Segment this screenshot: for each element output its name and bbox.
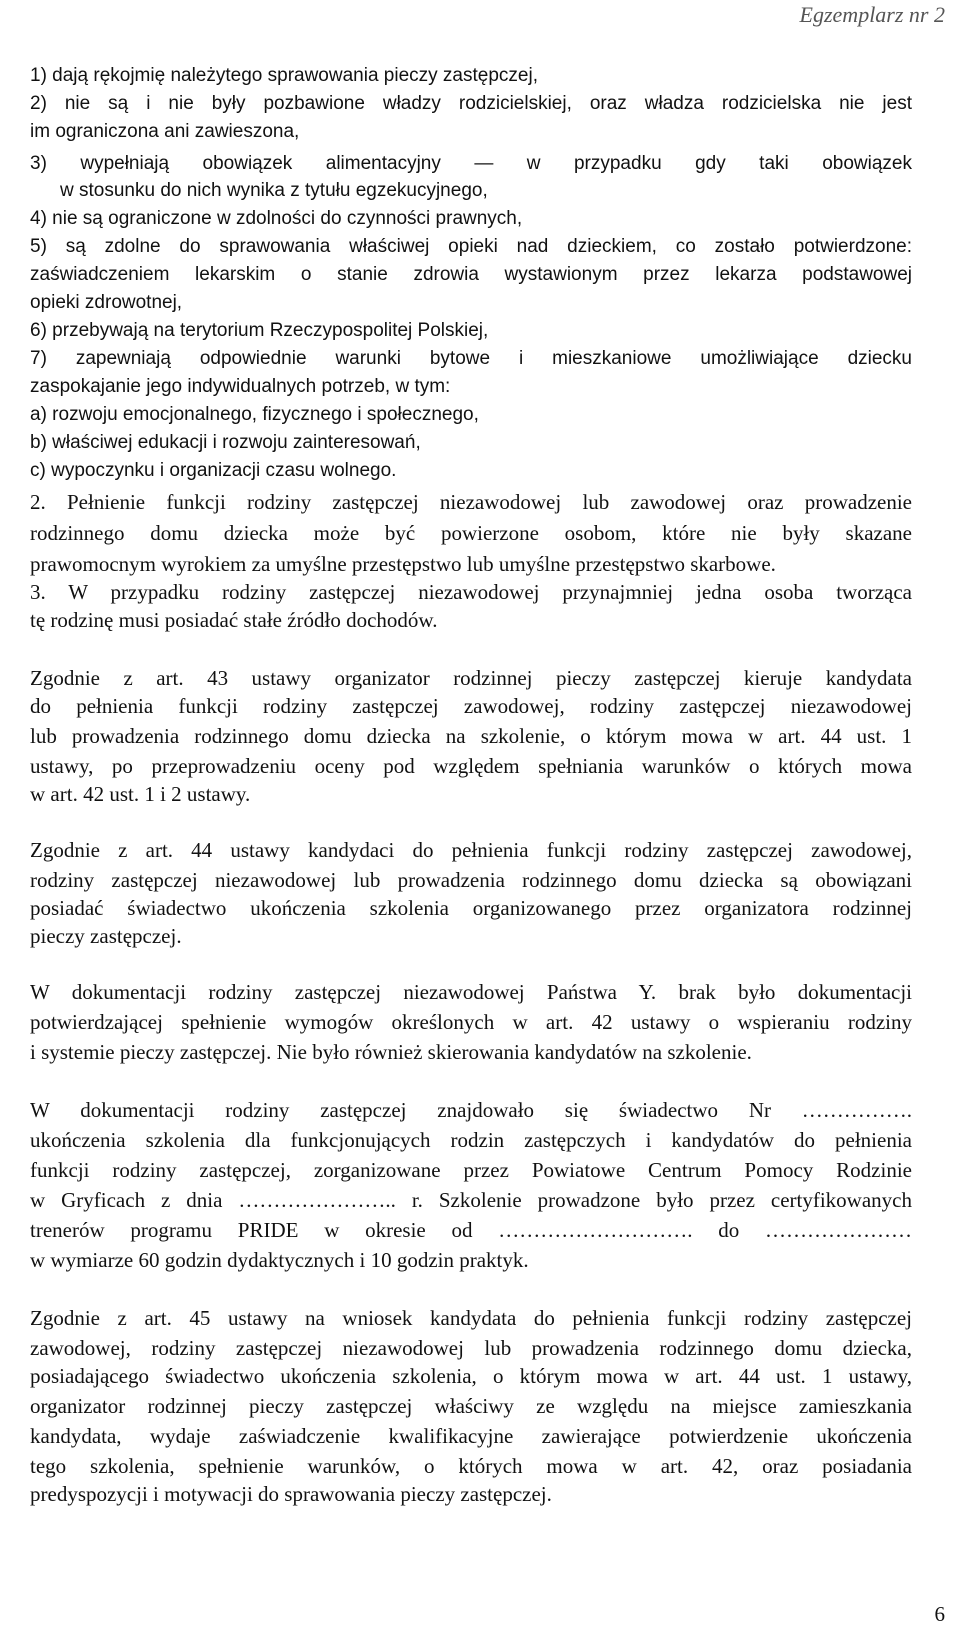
- text-line: W dokumentacji rodziny zastępczej znajdowało się świadectwo Nr …………….: [30, 1098, 912, 1122]
- text-line: zaspokajanie jego indywidualnych potrzeb, w tym:: [30, 376, 451, 397]
- text-line: Zgodnie z art. 45 ustawy na wniosek kandydata do pełnienia funkcji rodziny zastępczej: [30, 1306, 912, 1330]
- text-line: zawodowej, rodziny zastępczej niezawodowej lub prowadzenia rodzinnego domu dziecka,: [30, 1336, 912, 1360]
- text-line: 3. W przypadku rodziny zastępczej niezawodowej przynajmniej jedna osoba tworząca: [30, 580, 912, 604]
- text-line: 6) przebywają na terytorium Rzeczypospolitej Polskiej,: [30, 320, 489, 341]
- text-line: kandydata, wydaje zaświadczenie kwalifikacyjne zawierające potwierdzenie ukończenia: [30, 1424, 912, 1448]
- text-line: w Gryficach z dnia ………………….. r. Szkolenie prowadzone było przez certyfikowanych: [30, 1188, 912, 1212]
- text-line: c) wypoczynku i organizacji czasu wolnego.: [30, 460, 397, 481]
- text-line: Zgodnie z art. 44 ustawy kandydaci do pełnienia funkcji rodziny zastępczej zawodowej,: [30, 838, 912, 862]
- text-line: a) rozwoju emocjonalnego, fizycznego i społecznego,: [30, 404, 479, 425]
- text-line: im ograniczona ani zawieszona,: [30, 121, 300, 142]
- text-line: 2. Pełnienie funkcji rodziny zastępczej niezawodowej lub zawodowej oraz prowadzenie: [30, 490, 912, 514]
- text-line: 4) nie są ograniczone w zdolności do czynności prawnych,: [30, 208, 523, 229]
- text-line: ukończenia szkolenia dla funkcjonujących rodzin zastępczych i kandydatów do pełnienia: [30, 1128, 912, 1152]
- text-line: tego szkolenia, spełnienie warunków, o których mowa w art. 42, oraz posiadania: [30, 1454, 912, 1478]
- text-line: w stosunku do nich wynika z tytułu egzekucyjnego,: [60, 180, 488, 201]
- text-line: do pełnienia funkcji rodziny zastępczej zawodowej, rodziny zastępczej niezawodowej: [30, 694, 912, 718]
- text-line: b) właściwej edukacji i rozwoju zainteresowań,: [30, 432, 421, 453]
- text-line: rodziny zastępczej niezawodowej lub prowadzenia rodzinnego domu dziecka są obowiązani: [30, 868, 912, 892]
- text-line: posiadać świadectwo ukończenia szkolenia organizowanego przez organizatora rodzinnej: [30, 896, 912, 920]
- text-line: 5) są zdolne do sprawowania właściwej opieki nad dzieckiem, co zostało potwierdzone:: [30, 236, 912, 257]
- text-line: 3) wypełniają obowiązek alimentacyjny — w przypadku gdy taki obowiązek: [30, 153, 912, 174]
- text-line: funkcji rodziny zastępczej, zorganizowane przez Powiatowe Centrum Pomocy Rodzinie: [30, 1158, 912, 1182]
- text-line: Zgodnie z art. 43 ustawy organizator rodzinnej pieczy zastępczej kieruje kandydata: [30, 666, 912, 690]
- copy-number-label: Egzemplarz nr 2: [799, 2, 945, 27]
- text-line: posiadającego świadectwo ukończenia szkolenia, o którym mowa w art. 44 ust. 1 ustawy,: [30, 1364, 912, 1388]
- text-line: 7) zapewniają odpowiednie warunki bytowe i mieszkaniowe umożliwiające dziecku: [30, 348, 912, 369]
- text-line: predyspozycji i motywacji do sprawowania pieczy zastępczej.: [30, 1482, 552, 1506]
- text-line: pieczy zastępczej.: [30, 924, 182, 948]
- text-line: w wymiarze 60 godzin dydaktycznych i 10 godzin praktyk.: [30, 1248, 529, 1272]
- text-line: prawomocnym wyrokiem za umyślne przestępstwo lub umyślne przestępstwo skarbowe.: [30, 552, 776, 576]
- text-line: rodzinnego domu dziecka może być powierzone osobom, które nie były skazane: [30, 521, 912, 545]
- text-line: potwierdzającej spełnienie wymogów określonych w art. 42 ustawy o wspieraniu rodziny: [30, 1010, 912, 1034]
- text-line: w art. 42 ust. 1 i 2 ustawy.: [30, 782, 251, 806]
- text-line: 2) nie są i nie były pozbawione władzy rodzicielskiej, oraz władza rodzicielska nie jest: [30, 93, 912, 114]
- text-line: opieki zdrowotnej,: [30, 292, 183, 313]
- text-line: W dokumentacji rodziny zastępczej niezawodowej Państwa Y. brak było dokumentacji: [30, 980, 912, 1004]
- text-line: organizator rodzinnej pieczy zastępczej właściwy ze względu na miejsce zamieszkania: [30, 1394, 912, 1418]
- page-number: 6: [934, 1602, 945, 1626]
- text-line: tę rodzinę musi posiadać stałe źródło dochodów.: [30, 608, 438, 632]
- text-line: 1) dają rękojmię należytego sprawowania pieczy zastępczej,: [30, 65, 538, 86]
- text-line: zaświadczeniem lekarskim o stanie zdrowia wystawionym przez lekarza podstawowej: [30, 264, 912, 285]
- text-line: i systemie pieczy zastępczej. Nie było również skierowania kandydatów na szkolenie.: [30, 1040, 752, 1064]
- text-line: lub prowadzenia rodzinnego domu dziecka na szkolenie, o którym mowa w art. 44 ust. 1: [30, 724, 912, 748]
- text-line: trenerów programu PRIDE w okresie od ………………………. do …………………: [30, 1218, 912, 1242]
- text-line: ustawy, po przeprowadzeniu oceny pod względem spełniania warunków o których mowa: [30, 754, 912, 778]
